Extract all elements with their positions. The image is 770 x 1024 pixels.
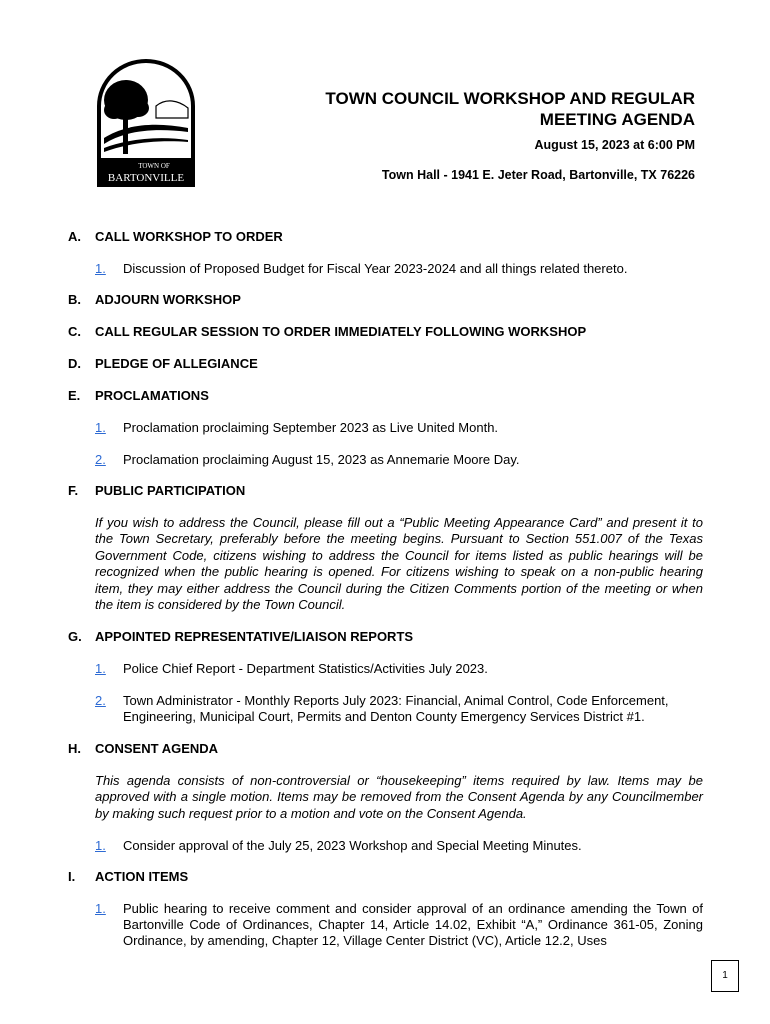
section-h bbox=[68, 741, 218, 756]
list-item bbox=[95, 661, 703, 677]
section-title: ACTION ITEMS bbox=[95, 869, 189, 884]
list-item bbox=[95, 901, 703, 949]
section-title: ADJOURN WORKSHOP bbox=[95, 292, 241, 307]
item-number-link[interactable]: 1. bbox=[95, 420, 106, 435]
section-i bbox=[68, 869, 188, 884]
list-item bbox=[95, 452, 703, 468]
meeting-date: August 15, 2023 at 6:00 PM bbox=[534, 138, 695, 152]
item-text: Public hearing to receive comment and consider approval of an ordinance amending the Town of Bartonville Code of Ordinances, Chapter 14, Article 14.02, Exhibit “A,” Ordinance 361-05, Zoning Ordinance, by amending, Chapter 12, Village Center District (VC), Article 12.2, Uses bbox=[123, 901, 703, 948]
page-number: 1 bbox=[711, 960, 739, 992]
logo-line1: TOWN OF bbox=[138, 162, 170, 170]
section-letter: A. bbox=[68, 229, 81, 244]
list-item bbox=[95, 693, 703, 725]
section-f bbox=[68, 483, 245, 498]
title-line-1: TOWN COUNCIL WORKSHOP AND REGULAR bbox=[325, 89, 695, 108]
item-number-link[interactable]: 2. bbox=[95, 693, 106, 708]
section-letter: H. bbox=[68, 741, 81, 756]
item-text: Town Administrator - Monthly Reports July 2023: Financial, Animal Control, Code Enforcement, Engineering, Municipal Court, Permits and Denton County Emergency Services District #1. bbox=[123, 693, 669, 724]
town-logo bbox=[96, 58, 196, 188]
section-letter: I. bbox=[68, 869, 76, 884]
section-title: CALL WORKSHOP TO ORDER bbox=[95, 229, 283, 244]
section-title: PROCLAMATIONS bbox=[95, 388, 209, 403]
section-letter: E. bbox=[68, 388, 81, 403]
section-e bbox=[68, 388, 209, 403]
logo-line2: BARTONVILLE bbox=[107, 172, 185, 184]
list-item bbox=[95, 838, 703, 854]
item-number-link[interactable]: 1. bbox=[95, 261, 106, 276]
item-text: Proclamation proclaiming September 2023 as Live United Month. bbox=[123, 420, 499, 435]
item-text: Discussion of Proposed Budget for Fiscal Year 2023-2024 and all things related thereto. bbox=[123, 261, 628, 276]
section-letter: F. bbox=[68, 483, 79, 498]
item-text: Consider approval of the July 25, 2023 Workshop and Special Meeting Minutes. bbox=[123, 838, 582, 853]
section-letter: D. bbox=[68, 356, 81, 371]
section-letter: B. bbox=[68, 292, 81, 307]
item-text: Proclamation proclaiming August 15, 2023 as Annemarie Moore Day. bbox=[123, 452, 520, 467]
list-item bbox=[95, 420, 703, 436]
meeting-location: Town Hall - 1941 E. Jeter Road, Bartonville, TX 76226 bbox=[381, 168, 695, 182]
item-number-link[interactable]: 1. bbox=[95, 901, 106, 916]
section-title: APPOINTED REPRESENTATIVE/LIAISON REPORTS bbox=[95, 629, 414, 644]
public-participation-paragraph: If you wish to address the Council, please fill out a “Public Meeting Appearance Card” and present it to the Town Secretary, preferably before the meeting begins. Pursuant to Section 551.007 of the Texas Government Code, citizens wishing to address the Council for items listed as public hearings will be recognized when the public hearing is opened. For citizens wishing to speak on a non-public hearing item, they may either address the Council during the Citizen Comments portion of the meeting or when the item is considered by the Town Council. bbox=[95, 515, 703, 613]
section-g bbox=[68, 629, 413, 644]
bartonville-seal-icon bbox=[96, 58, 196, 188]
title-line-2: MEETING AGENDA bbox=[539, 110, 695, 129]
section-d bbox=[68, 356, 258, 371]
list-item bbox=[95, 261, 703, 277]
item-number-link[interactable]: 2. bbox=[95, 452, 106, 467]
section-a bbox=[68, 229, 283, 244]
item-number-link[interactable]: 1. bbox=[95, 838, 106, 853]
section-b bbox=[68, 292, 241, 307]
consent-agenda-paragraph: This agenda consists of non-controversial or “housekeeping” items required by law. Items may be approved with a single motion. Items may be removed from the Consent Agenda by any Councilmember by making such request prior to a motion and vote on the Consent Agenda. bbox=[95, 773, 703, 821]
item-text: Police Chief Report - Department Statistics/Activities July 2023. bbox=[123, 661, 488, 676]
section-letter: C. bbox=[68, 324, 81, 339]
item-number-link[interactable]: 1. bbox=[95, 661, 106, 676]
section-c bbox=[68, 324, 586, 339]
section-title: PLEDGE OF ALLEGIANCE bbox=[95, 356, 258, 371]
agenda-title bbox=[325, 88, 695, 130]
section-title: CONSENT AGENDA bbox=[95, 741, 219, 756]
section-title: PUBLIC PARTICIPATION bbox=[95, 483, 246, 498]
section-title: CALL REGULAR SESSION TO ORDER IMMEDIATELY FOLLOWING WORKSHOP bbox=[95, 324, 587, 339]
section-letter: G. bbox=[68, 629, 82, 644]
